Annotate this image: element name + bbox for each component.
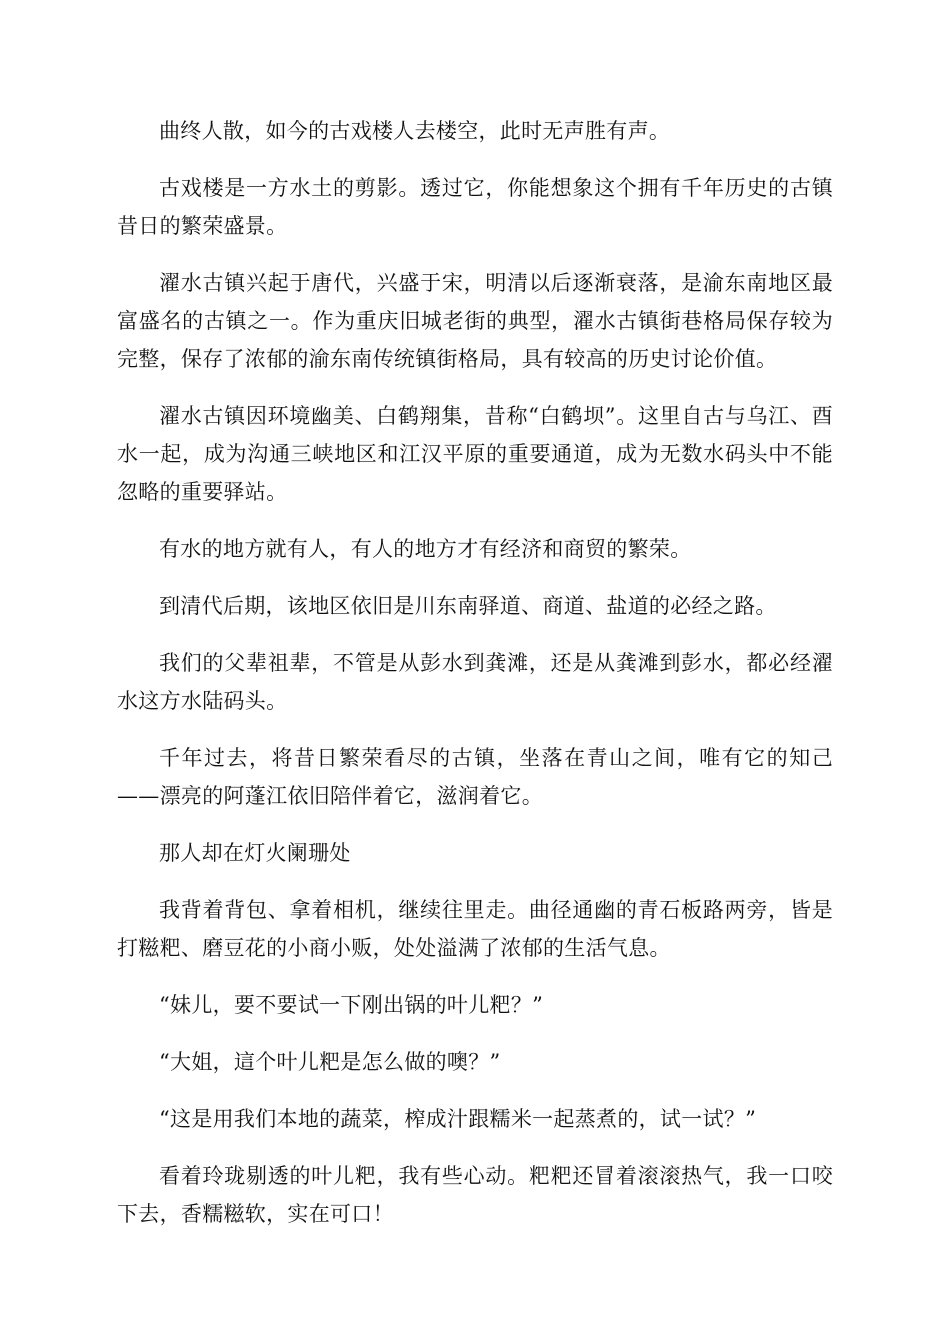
paragraph: 古戏楼是一方水土的剪影。透过它，你能想象这个拥有千年历史的古镇昔日的繁荣盛景。 [117,176,833,238]
dialogue-line: “妹儿，要不要试一下刚出锅的叶儿粑？” [159,993,544,1017]
paragraph: 我们的父辈祖辈，不管是从彭水到龚滩，还是从龚滩到彭水，都必经濯水这方水陆码头。 [117,651,833,713]
paragraph: 曲终人散，如今的古戏楼人去楼空，此时无声胜有声。 [159,119,671,143]
article-body [117,112,833,1252]
paragraph: 濯水古镇兴起于唐代，兴盛于宋，明清以后逐渐衰落，是渝东南地区最富盛名的古镇之一。作为重庆旧城老街的典型，濯水古镇街巷格局保存较为完整，保存了浓郁的渝东南传统镇街格局，具有较高的历史讨论价值。 [117,271,833,371]
paragraph: 看着玲珑剔透的叶儿粑，我有些心动。粑粑还冒着滚滚热气，我一口咬下去，香糯糍软，实在可口！ [117,1164,833,1226]
paragraph: 我背着背包、拿着相机，继续往里走。曲径通幽的青石板路两旁，皆是打糍粑、磨豆花的小商小贩，处处溢满了浓郁的生活气息。 [117,898,833,960]
paragraph: 千年过去，将昔日繁荣看尽的古镇，坐落在青山之间，唯有它的知己——漂亮的阿蓬江依旧陪伴着它，滋润着它。 [117,746,833,808]
section-heading: 那人却在灯火阑珊处 [159,841,351,865]
dialogue-line: “这是用我们本地的蔬菜，榨成汁跟糯米一起蒸煮的，试一试？” [159,1107,757,1131]
paragraph: 有水的地方就有人，有人的地方才有经济和商贸的繁荣。 [159,537,692,561]
paragraph: 濯水古镇因环境幽美、白鹤翔集，昔称“白鹤坝”。这里自古与乌江、酉水一起，成为沟通三峡地区和江汉平原的重要通道，成为无数水码头中不能忽略的重要驿站。 [117,404,833,504]
dialogue-line: “大姐，這个叶儿粑是怎么做的噢？” [159,1050,501,1074]
paragraph: 到清代后期，该地区依旧是川东南驿道、商道、盐道的必经之路。 [159,594,777,618]
